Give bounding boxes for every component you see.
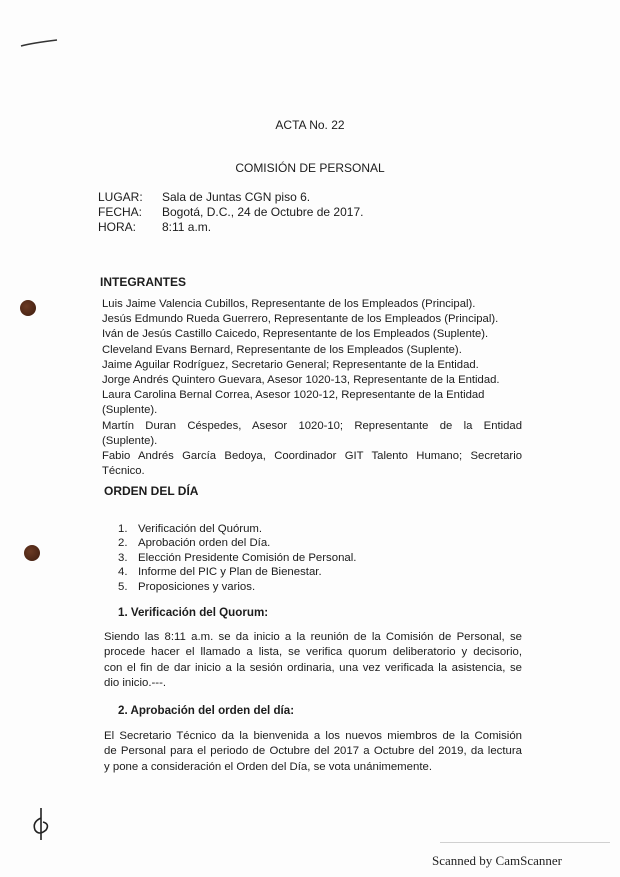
section1-paragraph [104, 630, 522, 691]
member-line: Luis Jaime Valencia Cubillos, Representante de los Empleados (Principal). [102, 298, 476, 310]
agenda-item [118, 522, 356, 536]
agenda-list [118, 522, 356, 594]
hole-punch [24, 545, 40, 561]
agenda-item [118, 551, 356, 565]
member-line: Fabio Andrés García Bedoya, Coordinador GIT Talento Humano; Secretario [102, 450, 522, 463]
hole-punch [20, 300, 36, 316]
meta-label: FECHA: [98, 205, 143, 219]
member-line: (Suplente). [102, 404, 158, 417]
agenda-item [118, 536, 356, 550]
scan-line [440, 842, 610, 843]
paragraph-line: y pone a consideración el Orden del Día, se vota unánimemente. [104, 760, 432, 773]
section2-heading: 2. Aprobación del orden del día: [118, 704, 295, 717]
paragraph-line: con el fin de dar inicio a la sesión ordinaria, una vez verificada la asistencia, se [104, 661, 522, 674]
agenda-num: 4. [118, 566, 128, 579]
agenda-item [118, 565, 356, 579]
paragraph-line: El Secretario Técnico da la bienvenida a los nuevos miembros de la Comisión [104, 730, 522, 742]
agenda-num: 1. [118, 523, 128, 535]
orden-heading: ORDEN DEL DÍA [104, 484, 199, 498]
signature-initial [30, 806, 52, 842]
meta-label: HORA: [98, 220, 137, 234]
pen-mark [20, 38, 58, 48]
integrantes-heading: INTEGRANTES [100, 275, 187, 289]
agenda-text: Verificación del Quórum. [138, 523, 263, 535]
meta-fecha [98, 205, 363, 220]
meta-hora [98, 220, 211, 235]
section1-heading: 1. Verificación del Quorum: [118, 606, 269, 619]
paragraph-line: dio inicio.---. [104, 676, 167, 689]
agenda-text: Proposiciones y varios. [138, 580, 256, 593]
member-line: Jorge Andrés Quintero Guevara, Asesor 1020-13, Representante de la Entidad. [102, 374, 500, 387]
agenda-num: 3. [118, 551, 128, 564]
agenda-num: 5. [118, 580, 128, 593]
member-line: Jesús Edmundo Rueda Guerrero, Representante de los Empleados (Principal). [102, 313, 499, 326]
document-subtitle: COMISIÓN DE PERSONAL [235, 161, 385, 175]
paragraph-line: Siendo las 8:11 a.m. se da inicio a la reunión de la Comisión de Personal, se [104, 631, 522, 643]
meta-label: LUGAR: [98, 190, 143, 204]
agenda-item [118, 580, 356, 594]
agenda-num: 2. [118, 537, 128, 550]
agenda-text: Informe del PIC y Plan de Bienestar. [138, 566, 322, 579]
member-line: Jaime Aguilar Rodríguez, Secretario General; Representante de la Entidad. [102, 358, 479, 371]
meta-lugar [98, 190, 310, 205]
scanner-footer: Scanned by CamScanner [432, 853, 562, 868]
meta-value: Sala de Juntas CGN piso 6. [162, 190, 311, 204]
member-line: (Suplente). [102, 434, 158, 447]
document-title: ACTA No. 22 [275, 118, 345, 132]
agenda-text: Elección Presidente Comisión de Personal. [138, 551, 357, 564]
paragraph-line: de Personal para el periodo de Octubre del 2017 a Octubre del 2019, da lectura [104, 745, 522, 758]
agenda-text: Aprobación orden del Día. [138, 537, 271, 550]
integrantes-list [102, 297, 522, 479]
member-line: Martín Duran Céspedes, Asesor 1020-10; Representante de la Entidad [102, 419, 522, 432]
meta-value: 8:11 a.m. [162, 220, 212, 234]
paragraph-line: procede hacer el llamado a lista, se verifica quorum deliberatorio y decisorio, [104, 646, 522, 659]
member-line: Iván de Jesús Castillo Caicedo, Representante de los Empleados (Suplente). [102, 328, 489, 341]
member-line: Cleveland Evans Bernard, Representante de los Empleados (Suplente). [102, 343, 462, 356]
meta-value: Bogotá, D.C., 24 de Octubre de 2017. [162, 205, 364, 219]
member-line: Técnico. [102, 465, 145, 478]
section2-paragraph [104, 729, 522, 775]
member-line: Laura Carolina Bernal Correa, Asesor 1020-12, Representante de la Entidad [102, 389, 485, 402]
